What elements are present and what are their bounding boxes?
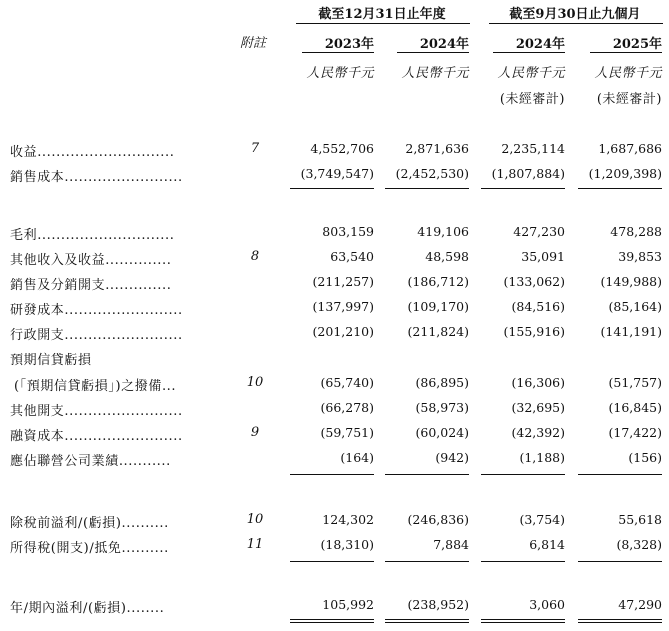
table-row	[0, 324, 669, 346]
row-label: 研發成本.........................	[10, 303, 183, 318]
cell-2024: 2,871,636	[405, 141, 469, 156]
cell-2024-9m: 35,091	[521, 249, 565, 264]
unit-label-2024-9m: 人民幣千元	[497, 66, 565, 81]
header-nine-month-group-rule	[489, 23, 663, 24]
year-header-2024: 2024年	[419, 37, 469, 52]
subtotal-rule-2024	[385, 474, 469, 475]
total-rule-2024	[385, 619, 469, 623]
year-rule-2023	[302, 52, 374, 53]
row-note: 10	[246, 375, 264, 390]
table-row	[0, 349, 669, 371]
cell-2024: (109,170)	[407, 299, 469, 314]
cell-2023: (18,310)	[320, 537, 374, 552]
subtotal-rule-2023	[290, 474, 374, 475]
subtotal-rule-2024	[385, 188, 469, 189]
subtotal-rule-2025-9m	[578, 188, 662, 189]
table-row	[0, 166, 669, 188]
header-nine-month-group: 截至9月30日止九個月	[509, 7, 641, 22]
row-note: 10	[246, 512, 264, 527]
table-row	[0, 249, 669, 271]
cell-2024-9m: 3,060	[529, 597, 565, 612]
year-header-2024-9m: 2024年	[515, 37, 565, 52]
cell-2024: (238,952)	[407, 597, 469, 612]
table-row	[0, 597, 669, 619]
cell-2024-9m: (84,516)	[511, 299, 565, 314]
cell-2024-9m: 6,814	[529, 537, 565, 552]
cell-2023: (164)	[340, 450, 374, 465]
subtotal-rule-2024-9m	[481, 188, 565, 189]
row-note: 8	[250, 249, 260, 264]
table-row	[0, 375, 669, 397]
total-rule-2023	[290, 619, 374, 623]
note-column-header: 附註	[240, 36, 267, 51]
table-row	[0, 512, 669, 534]
row-label: 年/期內溢利/(虧損)........	[10, 601, 165, 616]
row-label: 應佔聯營公司業績...........	[10, 454, 171, 469]
cell-2023: (66,278)	[320, 400, 374, 415]
year-header-2023: 2023年	[324, 37, 374, 52]
table-row	[0, 400, 669, 422]
cell-2025-9m: (51,757)	[608, 375, 662, 390]
year-rule-2025-9m	[590, 52, 662, 53]
cell-2024: 48,598	[425, 249, 469, 264]
table-row	[0, 299, 669, 321]
cell-2024-9m: (42,392)	[511, 425, 565, 440]
subtotal-rule-2025-9m	[578, 561, 662, 562]
cell-2024: (60,024)	[415, 425, 469, 440]
cell-2024: (2,452,530)	[395, 166, 469, 181]
row-label: 除稅前溢利/(虧損)..........	[10, 516, 169, 531]
unaudited-label-2025-9m: (未經審計)	[596, 92, 662, 107]
table-row	[0, 425, 669, 447]
cell-2024: (58,973)	[415, 400, 469, 415]
cell-2023: (3,749,547)	[300, 166, 374, 181]
cell-2025-9m: 55,618	[618, 512, 662, 527]
cell-2023: (137,997)	[312, 299, 374, 314]
cell-2024: (186,712)	[407, 274, 469, 289]
cell-2023: (211,257)	[312, 274, 374, 289]
unit-label-2025-9m: 人民幣千元	[594, 66, 662, 81]
cell-2024-9m: (1,188)	[519, 450, 565, 465]
header-year-group-rule	[296, 23, 470, 24]
cell-2025-9m: (8,328)	[616, 537, 662, 552]
cell-2023: 4,552,706	[310, 141, 374, 156]
row-note: 9	[250, 425, 260, 440]
cell-2025-9m: (1,209,398)	[588, 166, 662, 181]
cell-2024-9m: (3,754)	[519, 512, 565, 527]
year-rule-2024	[397, 52, 469, 53]
cell-2023: 105,992	[322, 597, 374, 612]
cell-2024-9m: (155,916)	[503, 324, 565, 339]
table-row	[0, 141, 669, 163]
cell-2025-9m: 478,288	[610, 224, 662, 239]
cell-2025-9m: (141,191)	[600, 324, 662, 339]
row-label: 其他收入及收益..............	[10, 253, 172, 268]
unit-label-2024: 人民幣千元	[401, 66, 469, 81]
cell-2025-9m: (149,988)	[600, 274, 662, 289]
cell-2025-9m: (156)	[628, 450, 662, 465]
unit-label-2023: 人民幣千元	[306, 66, 374, 81]
subtotal-rule-2024-9m	[481, 561, 565, 562]
row-label: 收益.............................	[10, 145, 175, 160]
row-label: 融資成本.........................	[10, 429, 183, 444]
subtotal-rule-2024	[385, 561, 469, 562]
row-label: 毛利.............................	[10, 228, 175, 243]
cell-2025-9m: 47,290	[618, 597, 662, 612]
cell-2025-9m: (85,164)	[608, 299, 662, 314]
cell-2024-9m: (133,062)	[503, 274, 565, 289]
cell-2024-9m: (16,306)	[511, 375, 565, 390]
total-rule-2025-9m	[578, 619, 662, 623]
table-row	[0, 274, 669, 296]
row-label: (「預期信貸虧損」)之撥備...	[14, 379, 177, 394]
total-rule-2024-9m	[481, 619, 565, 623]
cell-2023: (65,740)	[320, 375, 374, 390]
unaudited-label-2024-9m: (未經審計)	[499, 92, 565, 107]
cell-2024: (211,824)	[407, 324, 469, 339]
cell-2024-9m: (1,807,884)	[491, 166, 565, 181]
cell-2024-9m: (32,695)	[511, 400, 565, 415]
table-row	[0, 224, 669, 246]
cell-2023: (201,210)	[312, 324, 374, 339]
cell-2024: 419,106	[417, 224, 469, 239]
cell-2025-9m: (16,845)	[608, 400, 662, 415]
row-label: 其他開支.........................	[10, 404, 183, 419]
cell-2024: 7,884	[433, 537, 469, 552]
row-note: 11	[246, 537, 264, 552]
subtotal-rule-2023	[290, 561, 374, 562]
cell-2025-9m: 1,687,686	[598, 141, 662, 156]
cell-2024: (942)	[435, 450, 469, 465]
subtotal-rule-2023	[290, 188, 374, 189]
row-label: 行政開支.........................	[10, 328, 183, 343]
cell-2024: (86,895)	[415, 375, 469, 390]
table-row	[0, 537, 669, 559]
cell-2025-9m: (17,422)	[608, 425, 662, 440]
cell-2024: (246,836)	[407, 512, 469, 527]
row-label: 銷售成本.........................	[10, 170, 183, 185]
row-label: 預期信貸虧損	[10, 353, 92, 368]
cell-2023: 63,540	[330, 249, 374, 264]
row-label: 所得稅(開支)/抵免..........	[10, 541, 169, 556]
year-rule-2024-9m	[493, 52, 565, 53]
cell-2025-9m: 39,853	[618, 249, 662, 264]
cell-2024-9m: 427,230	[513, 224, 565, 239]
cell-2023: 803,159	[322, 224, 374, 239]
cell-2023: (59,751)	[320, 425, 374, 440]
subtotal-rule-2025-9m	[578, 474, 662, 475]
subtotal-rule-2024-9m	[481, 474, 565, 475]
row-label: 銷售及分銷開支..............	[10, 278, 172, 293]
header-year-group: 截至12月31日止年度	[318, 7, 446, 22]
cell-2024-9m: 2,235,114	[501, 141, 565, 156]
year-header-2025-9m: 2025年	[612, 37, 662, 52]
table-row	[0, 450, 669, 472]
cell-2023: 124,302	[322, 512, 374, 527]
row-note: 7	[250, 141, 260, 156]
